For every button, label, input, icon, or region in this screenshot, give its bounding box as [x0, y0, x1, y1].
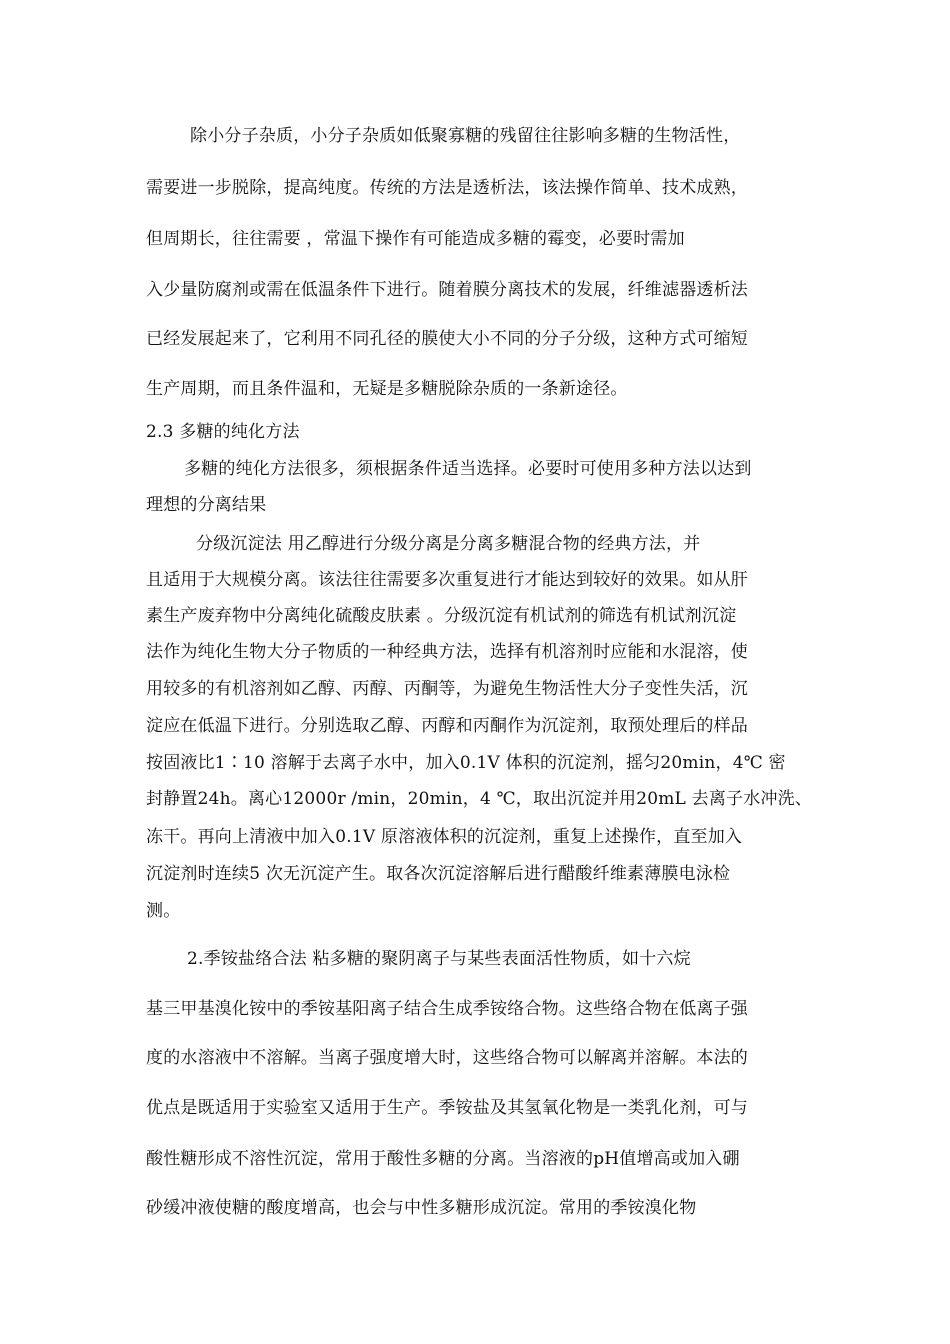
paragraph-line: 2.季铵盐络合法 粘多糖的聚阴离子与某些表面活性物质，如十六烷: [187, 949, 691, 969]
paragraph-line: 生产周期，而且条件温和，无疑是多糖脱除杂质的一条新途径。: [146, 379, 628, 399]
paragraph-line: 且适用于大规模分离。该法往往需要多次重复进行才能达到较好的效果。如从肝: [146, 570, 748, 590]
paragraph-line: 淀应在低温下进行。分别选取乙醇、丙醇和丙酮作为沉淀剂，取预处理后的样品: [146, 716, 748, 736]
section-heading: 2.3 多糖的纯化方法: [146, 422, 300, 442]
paragraph-line: 素生产废弃物中分离纯化硫酸皮肤素 。分级沉淀有机试剂的筛选有机试剂沉淀: [146, 606, 737, 626]
paragraph-line: 砂缓冲液使糖的酸度增高，也会与中性多糖形成沉淀。常用的季铵溴化物: [146, 1198, 697, 1218]
paragraph-line: 优点是既适用于实验室又适用于生产。季铵盐及其氢氧化物是一类乳化剂，可与: [146, 1098, 748, 1118]
paragraph-line: 按固液比1∶10 溶解于去离子水中，加入0.1V 体积的沉淀剂，摇匀20min，4℃ 密: [146, 753, 786, 773]
paragraph-line: 测。: [146, 901, 181, 921]
paragraph-line: 用较多的有机溶剂如乙醇、丙醇、丙酮等，为避免生物活性大分子变性失活，沉: [146, 679, 748, 699]
paragraph-line: 分级沉淀法 用乙醇进行分级分离是分离多糖混合物的经典方法，并: [196, 534, 701, 554]
paragraph-line: 多糖的纯化方法很多，须根据条件适当选择。必要时可使用多种方法以达到: [184, 459, 752, 479]
paragraph-line: 度的水溶液中不溶解。当离子强度增大时，这些络合物可以解离并溶解。本法的: [146, 1048, 748, 1068]
paragraph-line: 封静置24h。离心12000r /min，20min，4 ℃，取出沉淀并用20mL 去离子水冲洗、: [146, 789, 813, 809]
paragraph-line: 酸性糖形成不溶性沉淀，常用于酸性多糖的分离。当溶液的pH值增高或加入硼: [146, 1149, 740, 1169]
paragraph-line: 理想的分离结果: [146, 495, 267, 515]
paragraph-line: 已经发展起来了，它利用不同孔径的膜使大小不同的分子分级，这种方式可缩短: [146, 329, 748, 349]
paragraph-line: 冻干。再向上清液中加入0.1V 原溶液体积的沉淀剂，重复上述操作，直至加入: [146, 827, 743, 847]
paragraph-line: 沉淀剂时连续5 次无沉淀产生。取各次沉淀溶解后进行醋酸纤维素薄膜电泳检: [146, 864, 731, 884]
paragraph-line: 法作为纯化生物大分子物质的一种经典方法，选择有机溶剂时应能和水混溶，使: [146, 642, 748, 662]
paragraph-line: 入少量防腐剂或需在低温条件下进行。随着膜分离技术的发展，纤维滤器透析法: [146, 280, 748, 300]
paragraph-line: 但周期长，往往需要 ，常温下操作有可能造成多糖的霉变，必要时需加: [146, 229, 685, 249]
paragraph-line: 基三甲基溴化铵中的季铵基阳离子结合生成季铵络合物。这些络合物在低离子强: [146, 999, 748, 1019]
paragraph-line: 需要进一步脱除，提高纯度。传统的方法是透析法，该法操作简单、技术成熟，: [146, 178, 748, 198]
paragraph-line: 除小分子杂质，小分子杂质如低聚寡糖的残留往往影响多糖的生物活性，: [190, 126, 741, 146]
